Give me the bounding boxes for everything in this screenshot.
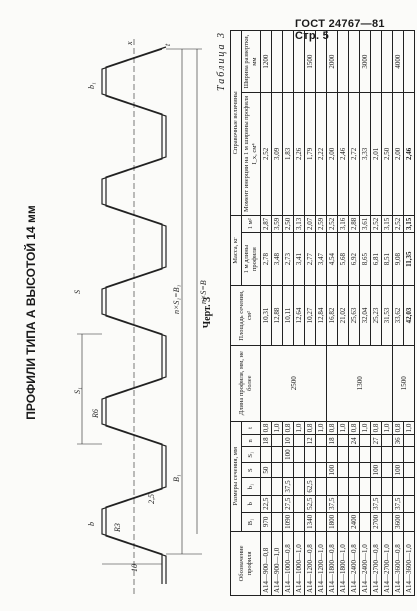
cell-name: А14—2400—0,8 (349, 531, 360, 595)
cell-t: 0,8 (305, 421, 316, 435)
cell-mass-1m2: 3,59 (272, 215, 283, 232)
label-ns1: n×S₁=B₁ (172, 284, 181, 314)
cell-s1: 100 (283, 447, 294, 463)
cell-mass-1m2: 2,87 (261, 215, 272, 232)
cell-mass-1m: 3,47 (316, 232, 327, 285)
label-10: 10 (130, 564, 139, 572)
profiles-table (230, 30, 415, 596)
cell-width (283, 31, 294, 93)
cell-b1: 37,5 (283, 478, 294, 495)
cell-b1 (272, 478, 283, 495)
cell-s: 100 (393, 462, 404, 478)
col-b1: b₁ (242, 478, 261, 495)
table-row (272, 31, 283, 596)
cell-b1 (360, 478, 371, 495)
cell-b: 37,5 (371, 495, 382, 512)
cell-b (272, 495, 283, 512)
label-25: 2,5 (147, 494, 156, 504)
table-row (305, 31, 316, 596)
cell-name: А14—2700—1,0 (382, 531, 393, 595)
cell-width (316, 31, 327, 93)
cell-t: 0,8 (371, 421, 382, 435)
cell-inertia: 2,26 (294, 93, 305, 216)
cell-b: 22,5 (261, 495, 272, 512)
cell-inertia: 2,50 (382, 93, 393, 216)
label-s: S (73, 290, 82, 294)
cell-n: 10 (283, 435, 294, 447)
cell-width (382, 31, 393, 93)
cell-mass-1m2: 2,52 (371, 215, 382, 232)
cell-inertia: 2,46 (338, 93, 349, 216)
cell-n (272, 435, 283, 447)
cell-mass-1m: 6,92 (349, 232, 360, 285)
cell-s (305, 462, 316, 478)
cell-mass-1m2: 2,88 (349, 215, 360, 232)
cell-inertia: 2,46 (404, 93, 415, 216)
col-length: Длина профиля, мм, не более (231, 345, 261, 421)
cell-n (338, 435, 349, 447)
cell-b (294, 495, 305, 512)
table-row (393, 31, 404, 596)
cell-mass-1m: 2,73 (283, 232, 294, 285)
label-t: t (163, 43, 172, 46)
cell-s1 (338, 447, 349, 463)
cell-s1 (360, 447, 371, 463)
cell-mass-1m2: 2,50 (283, 215, 294, 232)
cell-width: 1200 (261, 31, 272, 93)
col-n: n (242, 435, 261, 447)
cell-s (283, 462, 294, 478)
cell-t: 1,0 (316, 421, 327, 435)
cell-s: 100 (327, 462, 338, 478)
cell-s (338, 462, 349, 478)
cell-area: 10,31 (261, 286, 272, 345)
col-b: b (242, 495, 261, 512)
cell-mass-1m: 2,78 (261, 232, 272, 285)
cell-n (316, 435, 327, 447)
label-r3: R3 (113, 523, 122, 532)
cell-length: 1300 (327, 345, 393, 421)
cell-b (349, 495, 360, 512)
cell-B1 (404, 512, 415, 531)
col-s: S (242, 462, 261, 478)
cell-s (360, 462, 371, 478)
cell-mass-1m2: 2,52 (327, 215, 338, 232)
cell-width (371, 31, 382, 93)
cell-s1 (305, 447, 316, 463)
table-row (382, 31, 393, 596)
cell-inertia: 2,01 (371, 93, 382, 216)
table-row (338, 31, 349, 596)
cell-area: 21,02 (338, 286, 349, 345)
cell-area: 12,84 (316, 286, 327, 345)
col-t: t (242, 421, 261, 435)
cell-mass-1m2: 3,13 (294, 215, 305, 232)
cell-area: 32,04 (360, 286, 371, 345)
label-x: x (125, 41, 134, 45)
label-s1: S₁ (73, 387, 82, 394)
col-width: Ширина развертки, мм (242, 31, 261, 93)
col-B1: B₁ (242, 512, 261, 531)
cell-inertia: 2,00 (393, 93, 404, 216)
table-row (360, 31, 371, 596)
cell-b: 52,5 (305, 495, 316, 512)
table-row (404, 31, 415, 596)
cell-inertia: 3,09 (272, 93, 283, 216)
cell-B1: 3600 (393, 512, 404, 531)
cell-b (382, 495, 393, 512)
label-b1: B₁ (172, 474, 181, 482)
cell-n: 24 (349, 435, 360, 447)
cell-width (272, 31, 283, 93)
cell-mass-1m: 3,41 (294, 232, 305, 285)
cell-area: 25,23 (371, 286, 382, 345)
cell-mass-1m: 4,54 (327, 232, 338, 285)
cell-B1: 1340 (305, 512, 316, 531)
cell-t: 1,0 (338, 421, 349, 435)
section-title: ПРОФИЛИ ТИПА А ВЫСОТОЙ 14 мм (24, 205, 38, 420)
table-row (261, 31, 272, 596)
cell-n: 18 (327, 435, 338, 447)
cell-name: А14—900—1,0 (272, 531, 283, 595)
cell-b1: 62,5 (305, 478, 316, 495)
cell-name: А14—1800—1,0 (338, 531, 349, 595)
cell-name: А14—1000—0,8 (283, 531, 294, 595)
cell-t: 0,8 (327, 421, 338, 435)
cell-name: А14—2400—1,0 (360, 531, 371, 595)
cell-b1 (316, 478, 327, 495)
table-body (261, 31, 415, 596)
cell-name: А14—900—0,8 (261, 531, 272, 595)
cell-width (404, 31, 415, 93)
col-s1: S₁ (242, 447, 261, 463)
cell-inertia: 2,72 (349, 93, 360, 216)
cell-mass-1m2: 3,15 (382, 215, 393, 232)
table-row (371, 31, 382, 596)
cell-area: 42,03 (404, 286, 415, 345)
cell-b1 (294, 478, 305, 495)
cell-inertia: 2,00 (327, 93, 338, 216)
cell-b1 (338, 478, 349, 495)
label-b1-small: b₁ (87, 82, 96, 89)
cell-b1 (404, 478, 415, 495)
rotated-content (20, 25, 413, 600)
cell-b (316, 495, 327, 512)
cell-mass-1m: 3,48 (272, 232, 283, 285)
cell-b: 27,5 (283, 495, 294, 512)
cell-inertia: 2,22 (316, 93, 327, 216)
cell-mass-1m: 9,08 (393, 232, 404, 285)
label-b: b (87, 522, 96, 526)
cell-t: 0,8 (283, 421, 294, 435)
cell-s1 (371, 447, 382, 463)
cell-b: 37,5 (327, 495, 338, 512)
page-number: Стр. 5 (295, 30, 330, 42)
cell-n (404, 435, 415, 447)
cell-t: 0,8 (349, 421, 360, 435)
cell-B1 (360, 512, 371, 531)
cell-b (338, 495, 349, 512)
profile-drawing (42, 34, 212, 594)
col-inertia: Момент инерции на 1 м ширины профиля I_x, см⁴ (242, 93, 261, 216)
cell-s: 50 (261, 462, 272, 478)
group-dims: Размеры сечения, мм (231, 421, 242, 531)
cell-mass-1m2: 2,07 (305, 215, 316, 232)
table-label: Таблица 3 (216, 31, 227, 91)
cell-mass-1m2: 2,52 (393, 215, 404, 232)
cell-s (404, 462, 415, 478)
cell-area: 31,53 (382, 286, 393, 345)
cell-t: 0,8 (393, 421, 404, 435)
cell-B1: 1090 (283, 512, 294, 531)
cell-area: 33,62 (393, 286, 404, 345)
cell-width (338, 31, 349, 93)
cell-s1 (294, 447, 305, 463)
cell-B1 (382, 512, 393, 531)
cell-B1: 2400 (349, 512, 360, 531)
cell-mass-1m2: 3,16 (338, 215, 349, 232)
cell-name: А14—1200—0,8 (305, 531, 316, 595)
cell-area: 12,88 (272, 286, 283, 345)
cell-name: А14—2700—0,8 (371, 531, 382, 595)
cell-mass-1m: 11,35 (404, 232, 415, 285)
col-mass-1m: 1 м длины профиля (242, 232, 261, 285)
label-ns: n×S=B (199, 280, 208, 304)
cell-length: 1500 (393, 345, 415, 421)
cell-mass-1m: 6,81 (371, 232, 382, 285)
table-row (349, 31, 360, 596)
cell-s1 (272, 447, 283, 463)
standard-number: ГОСТ 24767—81 (295, 18, 385, 30)
cell-name: А14—1000—1,0 (294, 531, 305, 595)
cell-area: 10,27 (305, 286, 316, 345)
cell-s1 (327, 447, 338, 463)
cell-mass-1m: 8,65 (360, 232, 371, 285)
col-mass-1m2: 1 м² (242, 215, 261, 232)
cell-area: 25,63 (349, 286, 360, 345)
cell-name: А14—3600—0,8 (393, 531, 404, 595)
cell-b1 (261, 478, 272, 495)
table-row (327, 31, 338, 596)
col-name: Обозначение профиля (231, 531, 261, 595)
cell-b1 (327, 478, 338, 495)
cell-mass-1m2: 3,61 (360, 215, 371, 232)
col-area: Площадь сечения, см² (231, 286, 261, 345)
cell-mass-1m: 8,51 (382, 232, 393, 285)
cell-B1 (316, 512, 327, 531)
dimension-lines (77, 39, 202, 594)
cell-width: 4000 (393, 31, 404, 93)
cell-inertia: 3,33 (360, 93, 371, 216)
cell-b1 (382, 478, 393, 495)
cell-s1 (382, 447, 393, 463)
cell-s (316, 462, 327, 478)
cell-width (294, 31, 305, 93)
cell-n (294, 435, 305, 447)
cell-inertia: 2,52 (261, 93, 272, 216)
cell-inertia: 1,79 (305, 93, 316, 216)
table-row (316, 31, 327, 596)
cell-n (360, 435, 371, 447)
cell-mass-1m2: 3,15 (404, 215, 415, 232)
cell-area: 10,11 (283, 286, 294, 345)
cell-b1 (371, 478, 382, 495)
cell-n: 12 (305, 435, 316, 447)
cell-mass-1m: 2,77 (305, 232, 316, 285)
cell-area: 12,64 (294, 286, 305, 345)
cell-B1: 1800 (327, 512, 338, 531)
cell-n: 18 (261, 435, 272, 447)
group-ref: Справочные величины (231, 31, 242, 216)
cell-B1 (338, 512, 349, 531)
cell-B1: 970 (261, 512, 272, 531)
cell-b: 37,5 (393, 495, 404, 512)
cell-n: 36 (393, 435, 404, 447)
cell-s (272, 462, 283, 478)
cell-t: 1,0 (294, 421, 305, 435)
cell-s1 (404, 447, 415, 463)
cell-width: 1500 (305, 31, 316, 93)
group-mass: Масса, кг (231, 215, 242, 286)
cell-inertia: 1,83 (283, 93, 294, 216)
cell-s (382, 462, 393, 478)
cell-b (360, 495, 371, 512)
cell-B1: 2700 (371, 512, 382, 531)
cell-n: 27 (371, 435, 382, 447)
cell-s: 100 (371, 462, 382, 478)
cell-s1 (349, 447, 360, 463)
cell-b (404, 495, 415, 512)
label-r6: R6 (91, 409, 100, 418)
cell-width (349, 31, 360, 93)
cell-t: 1,0 (382, 421, 393, 435)
cell-t: 1,0 (360, 421, 371, 435)
cell-t: 1,0 (404, 421, 415, 435)
cell-t: 0,8 (261, 421, 272, 435)
cell-s1 (261, 447, 272, 463)
cell-width: 2000 (327, 31, 338, 93)
cell-t: 1,0 (272, 421, 283, 435)
table-row (294, 31, 305, 596)
cell-mass-1m: 5,68 (338, 232, 349, 285)
cell-b1 (393, 478, 404, 495)
table-row (283, 31, 294, 596)
cell-B1 (272, 512, 283, 531)
cell-s1 (393, 447, 404, 463)
cell-width: 3000 (360, 31, 371, 93)
cell-B1 (294, 512, 305, 531)
cell-s (294, 462, 305, 478)
cell-area: 16,82 (327, 286, 338, 345)
cell-mass-1m2: 2,59 (316, 215, 327, 232)
cell-n (382, 435, 393, 447)
cell-b1 (349, 478, 360, 495)
cell-name: А14—1200—1,0 (316, 531, 327, 595)
cell-s (349, 462, 360, 478)
cell-name: А14—3600—1,0 (404, 531, 415, 595)
figure-caption: Черт. 3 (202, 296, 213, 329)
cell-length: 2500 (261, 345, 327, 421)
cell-name: А14—1800—0,8 (327, 531, 338, 595)
cell-s1 (316, 447, 327, 463)
